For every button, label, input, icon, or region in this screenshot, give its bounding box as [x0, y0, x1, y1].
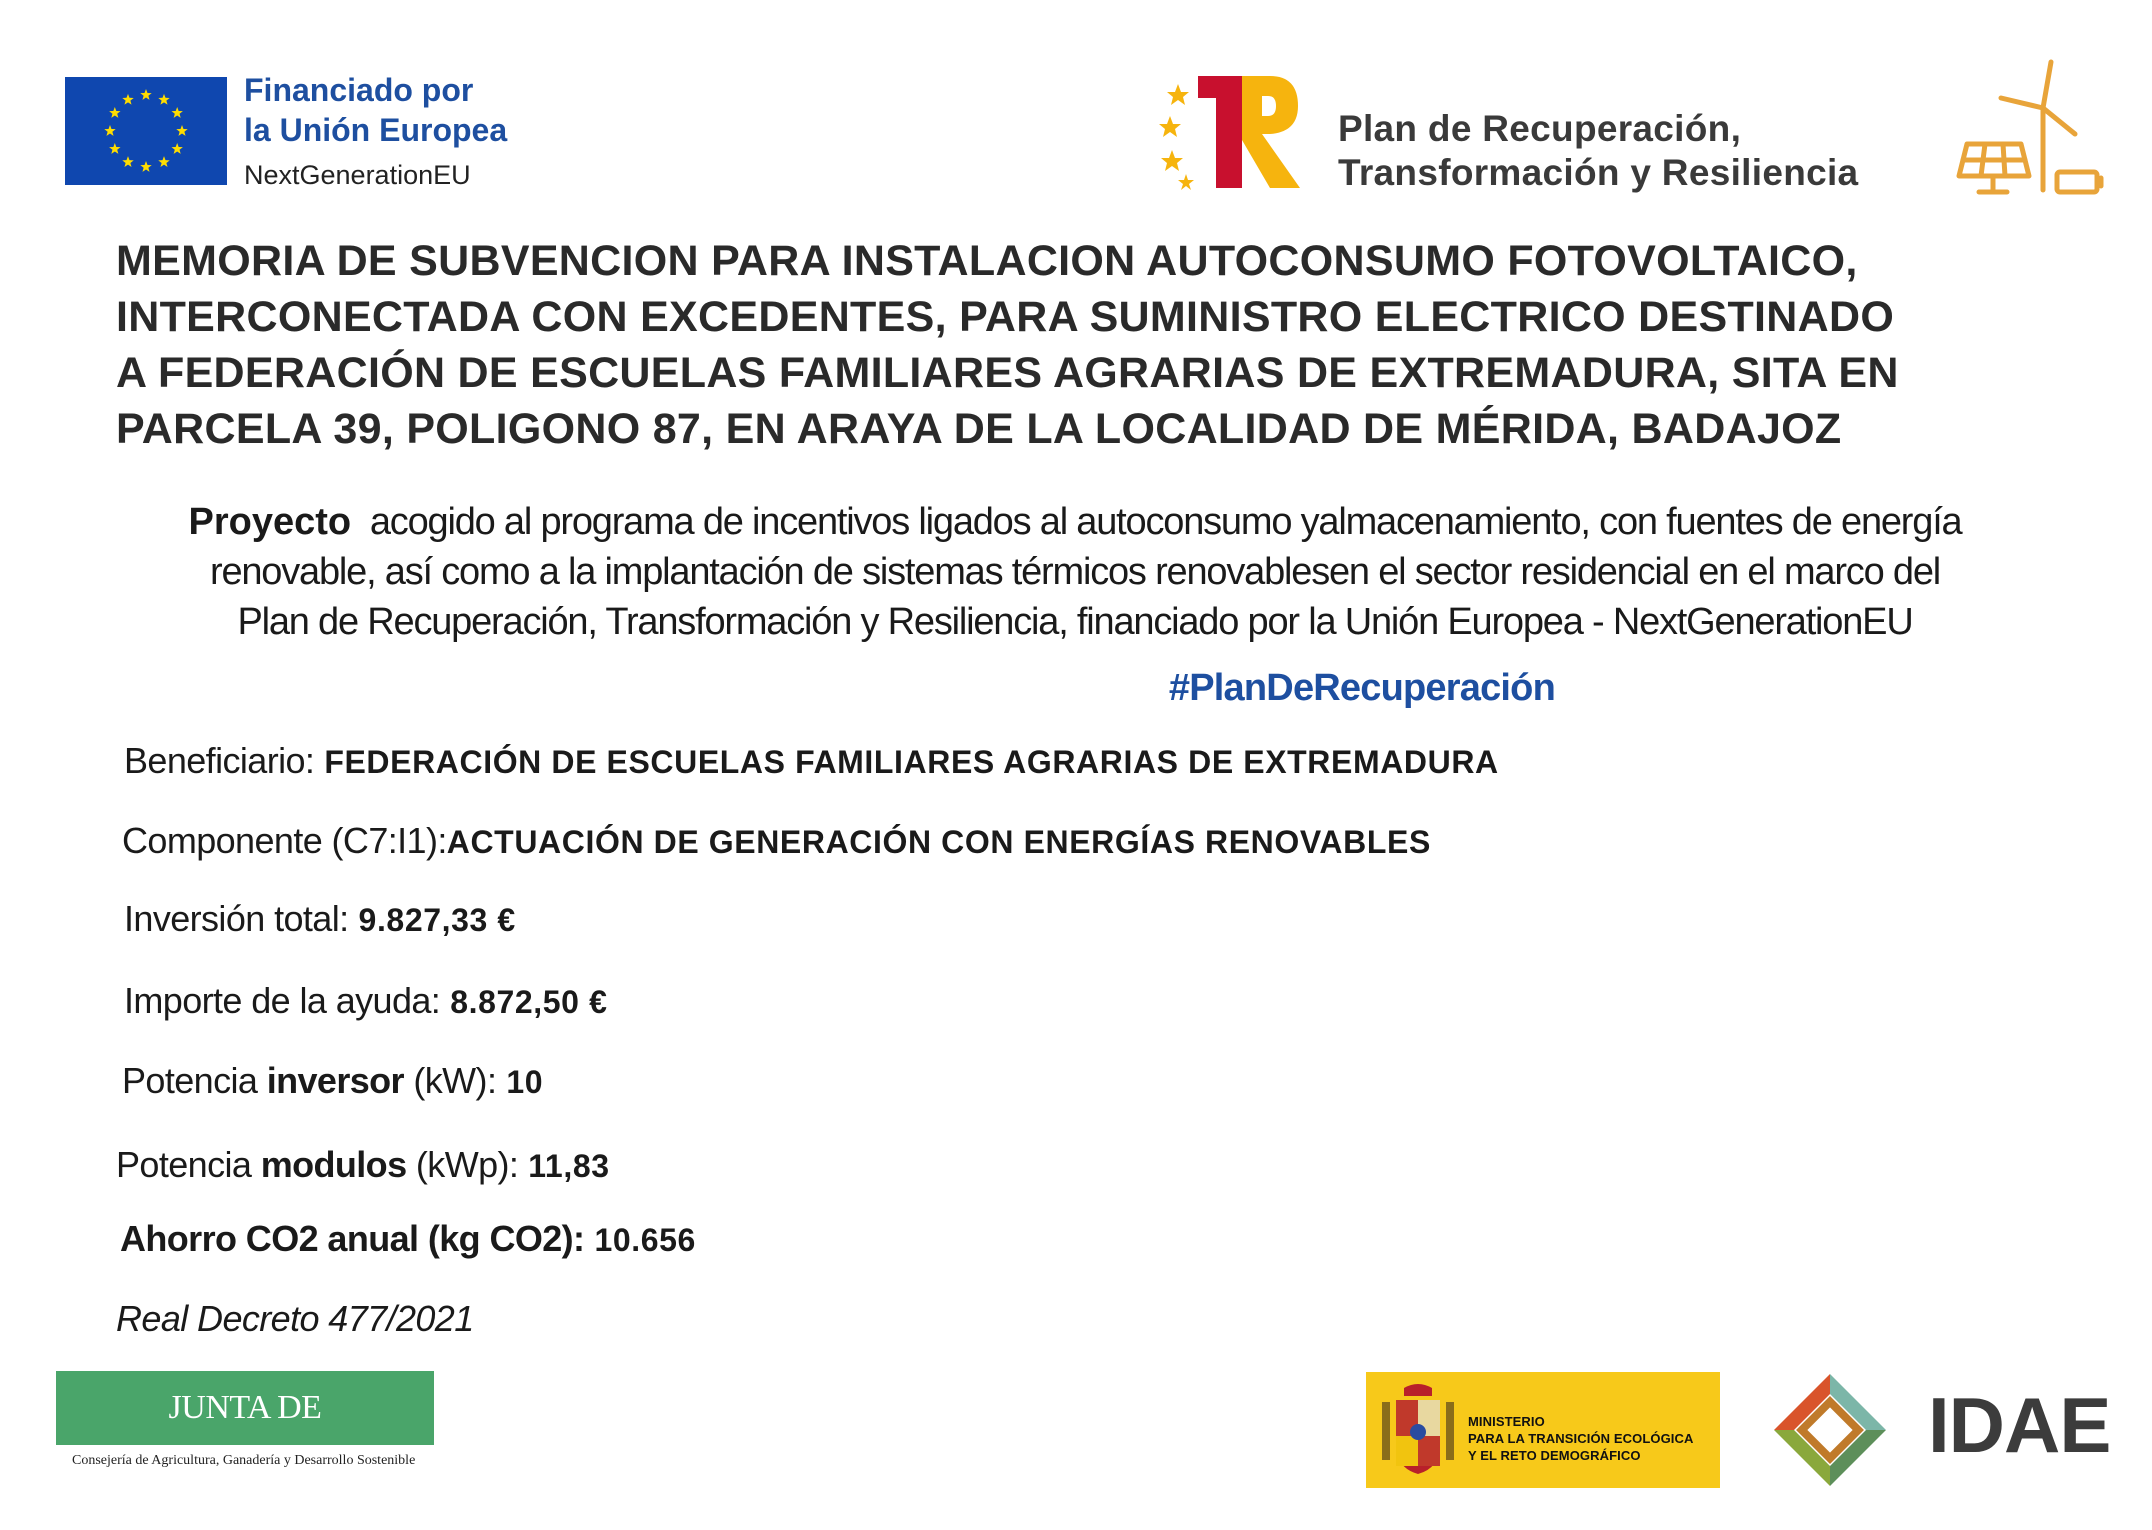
- field-componente: [122, 820, 1431, 862]
- eu-funding-line2: la Unión Europea: [244, 112, 508, 148]
- field-label-c: (kWp):: [406, 1144, 519, 1185]
- field-potencia-inversor: [122, 1060, 543, 1102]
- intro-line: renovable, así como a la implantación de sistemas térmicos renovablesen el sector residencial en el marco del: [209, 551, 1940, 593]
- junta-name: JUNTA DE EXTREMADURA: [117, 1389, 373, 1500]
- field-potencia-modulos: [116, 1144, 610, 1186]
- field-beneficiario: [124, 740, 1499, 782]
- intro-bold-word: Proyecto: [188, 501, 352, 543]
- field-value: 8.872,50 €: [450, 984, 608, 1020]
- title-line: A FEDERACIÓN DE ESCUELAS FAMILIARES AGRARIAS DE EXTREMADURA, SITA EN: [116, 349, 1899, 397]
- ministerio-line1: MINISTERIO: [1468, 1414, 1545, 1429]
- field-label: Ahorro CO2 anual (kg CO2):: [120, 1218, 585, 1259]
- idae-logo-icon: [1750, 1370, 1910, 1490]
- field-label-a: Potencia: [122, 1060, 267, 1101]
- eu-funding-line3: NextGenerationEU: [244, 160, 471, 190]
- field-value: ACTUACIÓN DE GENERACIÓN CON ENERGÍAS RENOVABLES: [446, 824, 1431, 860]
- field-value: 11,83: [528, 1148, 610, 1184]
- title-line: INTERCONECTADA CON EXCEDENTES, PARA SUMINISTRO ELECTRICO DESTINADO: [116, 293, 1895, 341]
- intro-line: [100, 497, 2050, 547]
- field-label-c: (kW):: [403, 1060, 497, 1101]
- ministerio-line3: Y EL RETO DEMOGRÁFICO: [1468, 1448, 1641, 1463]
- ministerio-line2: PARA LA TRANSICIÓN ECOLÓGICA: [1468, 1431, 1694, 1446]
- field-label: Beneficiario:: [124, 740, 315, 781]
- document-title: [116, 233, 2076, 457]
- eu-flag-icon: [65, 77, 227, 185]
- field-value: FEDERACIÓN DE ESCUELAS FAMILIARES AGRARIAS DE EXTREMADURA: [324, 744, 1499, 780]
- field-label: Inversión total:: [124, 898, 349, 939]
- title-line: MEMORIA DE SUBVENCION PARA INSTALACION AUTOCONSUMO FOTOVOLTAICO,: [116, 237, 1858, 285]
- field-label-b: modulos: [260, 1144, 407, 1185]
- title-line: PARCELA 39, POLIGONO 87, EN ARAYA DE LA LOCALIDAD DE MÉRIDA, BADAJOZ: [116, 405, 1842, 453]
- intro-line: Plan de Recuperación, Transformación y Resiliencia, financiado por la Unión Europea - NextGenerationEU: [237, 601, 1913, 643]
- prtr-logo-icon: [1158, 70, 1308, 192]
- hashtag: #PlanDeRecuperación: [1168, 667, 1555, 709]
- field-value: 10: [506, 1064, 544, 1100]
- prtr-title-line1: Plan de Recuperación,: [1338, 108, 1742, 149]
- field-label-b: inversor: [266, 1060, 404, 1101]
- prtr-title-line2: Transformación y Resiliencia: [1338, 152, 1859, 193]
- field-importe: [124, 980, 607, 1022]
- field-value: 9.827,33 €: [358, 902, 516, 938]
- field-label: Componente (C7:I1):: [122, 820, 447, 861]
- intro-paragraph: [100, 497, 2050, 647]
- spain-coat-of-arms-icon: [1378, 1380, 1458, 1480]
- field-label-a: Potencia: [116, 1144, 261, 1185]
- field-inversion: [124, 898, 516, 940]
- junta-subtitle: Consejería de Agricultura, Ganadería y Desarrollo Sostenible: [72, 1453, 416, 1468]
- idae-wordmark: IDAE: [1928, 1381, 2111, 1469]
- eu-funding-line1: Financiado por: [244, 72, 474, 108]
- field-value: 10.656: [594, 1222, 696, 1258]
- intro-line1-rest: acogido al programa de incentivos ligados al autoconsumo yalmacenamiento, con fuentes de energía: [369, 501, 1962, 543]
- field-ahorro: [120, 1218, 696, 1260]
- renewables-icon: [1955, 58, 2105, 200]
- real-decreto: Real Decreto 477/2021: [116, 1298, 474, 1339]
- field-label: Importe de la ayuda:: [124, 980, 441, 1021]
